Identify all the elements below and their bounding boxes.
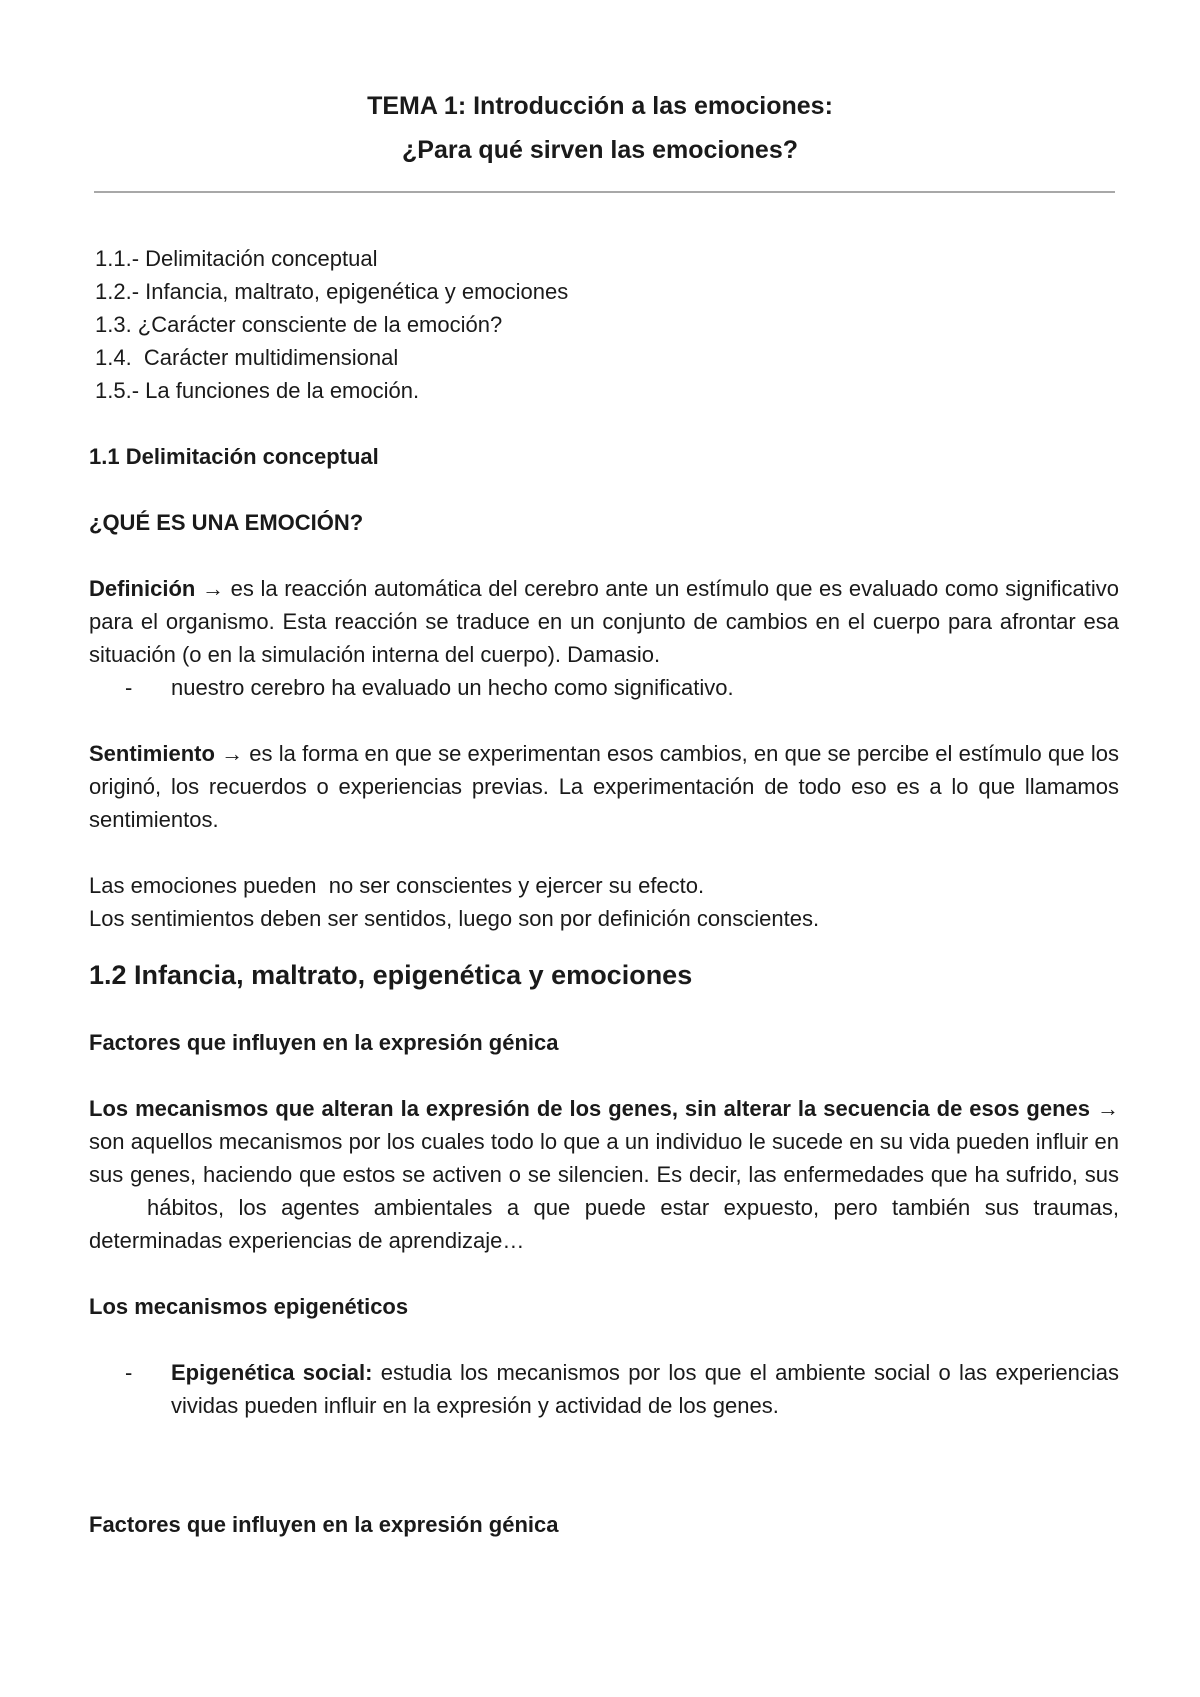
list-item [89, 671, 1119, 704]
toc-item: 1.4. Carácter multidimensional [95, 345, 399, 370]
title-divider [94, 191, 1115, 193]
epigenetics-text: estudia los mecanismos por los que el ambiente social o las experiencias vividas pueden influir en la expresión y actividad de los genes. [171, 1360, 1119, 1418]
mechanisms-text-cont: hábitos, los agentes ambientales a que puede estar expuesto, pero también sus traumas, determinadas experiencias de aprendizaje… [89, 1195, 1119, 1253]
definition-text: → es la reacción automática del cerebro ante un estímulo que es evaluado como significativo para el organismo. Esta reacción se traduce en un conjunto de cambios en el cuerpo para afrontar esa situación (o en la simulación interna del cuerpo). Damasio. [89, 576, 1119, 667]
sentimiento-paragraph [89, 737, 1119, 836]
mechanisms-term: Los mecanismos que alteran la expresión de los genes, sin alterar la secuencia de esos genes [89, 1096, 1091, 1121]
document-title [0, 84, 1200, 172]
toc-item: 1.1.- Delimitación conceptual [95, 246, 378, 271]
closing-line: Los sentimientos deben ser sentidos, luego son por definición conscientes. [89, 906, 820, 931]
closing-line: Las emociones pueden no ser conscientes y ejercer su efecto. [89, 873, 705, 898]
list-item [89, 1356, 1119, 1422]
epigenetics-term: Epigenética social: [171, 1360, 373, 1385]
section-question: ¿QUÉ ES UNA EMOCIÓN? [89, 510, 364, 535]
mechanisms-paragraph [89, 1092, 1119, 1257]
sentimiento-term: Sentimiento [89, 741, 215, 766]
subsection-heading: Los mecanismos epigenéticos [89, 1294, 409, 1319]
toc-item: 1.5.- La funciones de la emoción. [95, 378, 420, 403]
document-body [89, 242, 1119, 1541]
section-heading-large: 1.2 Infancia, maltrato, epigenética y emociones [89, 960, 693, 990]
mechanisms-text: → son aquellos mecanismos por los cuales todo lo que a un individuo le sucede en su vida pueden influir en sus genes, haciendo que estos se activen o se silencien. Es decir, las enfermedades que ha sufrido, sus [89, 1096, 1119, 1187]
section-heading: 1.1 Delimitación conceptual [89, 444, 379, 469]
toc-item: 1.3. ¿Carácter consciente de la emoción? [95, 312, 503, 337]
subsection-heading: Factores que influyen en la expresión génica [89, 1512, 559, 1537]
table-of-contents [89, 242, 1119, 407]
definition-paragraph [89, 572, 1119, 671]
bullet-dash: - [125, 1360, 133, 1385]
title-line-2: ¿Para qué sirven las emociones? [402, 136, 798, 164]
subsection-heading: Factores que influyen en la expresión génica [89, 1030, 559, 1055]
definition-bullet: nuestro cerebro ha evaluado un hecho como significativo. [171, 675, 734, 700]
definition-term: Definición [89, 576, 196, 601]
bullet-dash: - [125, 675, 133, 700]
epigenetics-bullet-text [171, 1356, 1119, 1422]
sentimiento-text: → es la forma en que se experimentan esos cambios, en que se percibe el estímulo que los originó, los recuerdos o experiencias previas. La experimentación de todo eso es a lo que llamamos sentimientos. [89, 741, 1119, 832]
toc-item: 1.2.- Infancia, maltrato, epigenética y emociones [95, 279, 569, 304]
title-line-1: TEMA 1: Introducción a las emociones: [367, 92, 833, 120]
